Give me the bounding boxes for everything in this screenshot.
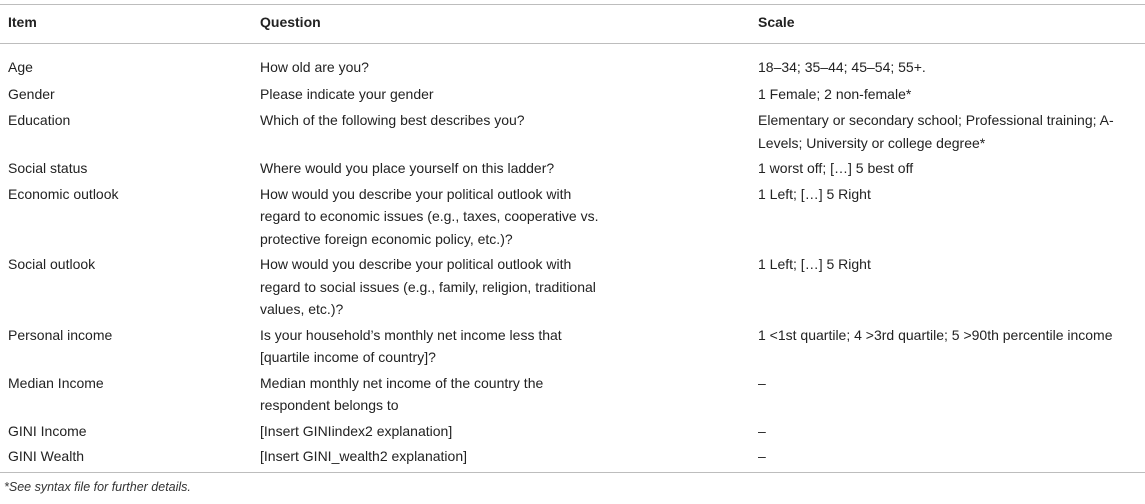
cell-item: Gender <box>8 85 55 102</box>
cell-item: Median Income <box>8 374 104 391</box>
table-row <box>0 109 1145 154</box>
cell-scale: – <box>758 422 766 439</box>
cell-item: Economic outlook <box>8 185 119 202</box>
cell-scale: 1 worst off; […] 5 best off <box>758 160 914 176</box>
cell-question: How would you describe your political outlook with regard to social issues (e.g., family, religion, traditional values, etc.)? <box>260 256 596 317</box>
table-bottom-rule <box>0 472 1145 473</box>
cell-item: GINI Wealth <box>8 448 84 464</box>
cell-question: Please indicate your gender <box>260 85 434 102</box>
table-header-rule <box>0 43 1145 44</box>
table-row <box>0 183 1145 251</box>
cell-item: Social status <box>8 160 88 176</box>
header-item: Item <box>8 14 37 30</box>
cell-scale: – <box>758 374 766 391</box>
table-top-rule <box>0 4 1145 5</box>
table-row <box>0 420 1145 443</box>
cell-scale: 1 <1st quartile; 4 >3rd quartile; 5 >90th percentile income <box>758 326 1113 343</box>
table-row <box>0 157 1145 180</box>
cell-question: Median monthly net income of the country the respondent belongs to <box>260 374 544 413</box>
table-body <box>0 56 1145 468</box>
table-footnote: *See syntax file for further details. <box>4 480 191 494</box>
cell-question: Where would you place yourself on this ladder? <box>260 160 555 176</box>
header-scale: Scale <box>758 14 795 30</box>
cell-question: How would you describe your political outlook with regard to economic issues (e.g., taxes, cooperative vs. protective foreign economic policy, etc.)? <box>260 185 599 247</box>
cell-item: Personal income <box>8 326 113 343</box>
cell-question: [Insert GINIindex2 explanation] <box>260 422 453 439</box>
table-row <box>0 253 1145 321</box>
cell-item: Education <box>8 112 71 128</box>
table-row <box>0 372 1145 417</box>
cell-scale: 18–34; 35–44; 45–54; 55+. <box>758 59 926 75</box>
cell-item: Age <box>8 59 33 75</box>
cell-scale: Elementary or secondary school; Professional training; A-Levels; University or college degree* <box>758 112 1114 151</box>
header-question: Question <box>260 14 321 30</box>
cell-question: Is your household’s monthly net income less that [quartile income of country]? <box>260 326 562 365</box>
cell-item: Social outlook <box>8 256 96 272</box>
cell-question: [Insert GINI_wealth2 explanation] <box>260 448 468 464</box>
cell-scale: 1 Left; […] 5 Right <box>758 185 871 202</box>
table-row <box>0 56 1145 79</box>
cell-item: GINI Income <box>8 422 87 439</box>
table-row <box>0 445 1145 468</box>
table-row <box>0 324 1145 369</box>
cell-scale: – <box>758 448 766 464</box>
cell-question: Which of the following best describes you? <box>260 112 525 128</box>
cell-scale: 1 Left; […] 5 Right <box>758 256 871 272</box>
table-row <box>0 83 1145 106</box>
cell-scale: 1 Female; 2 non-female* <box>758 85 912 102</box>
cell-question: How old are you? <box>260 59 369 75</box>
